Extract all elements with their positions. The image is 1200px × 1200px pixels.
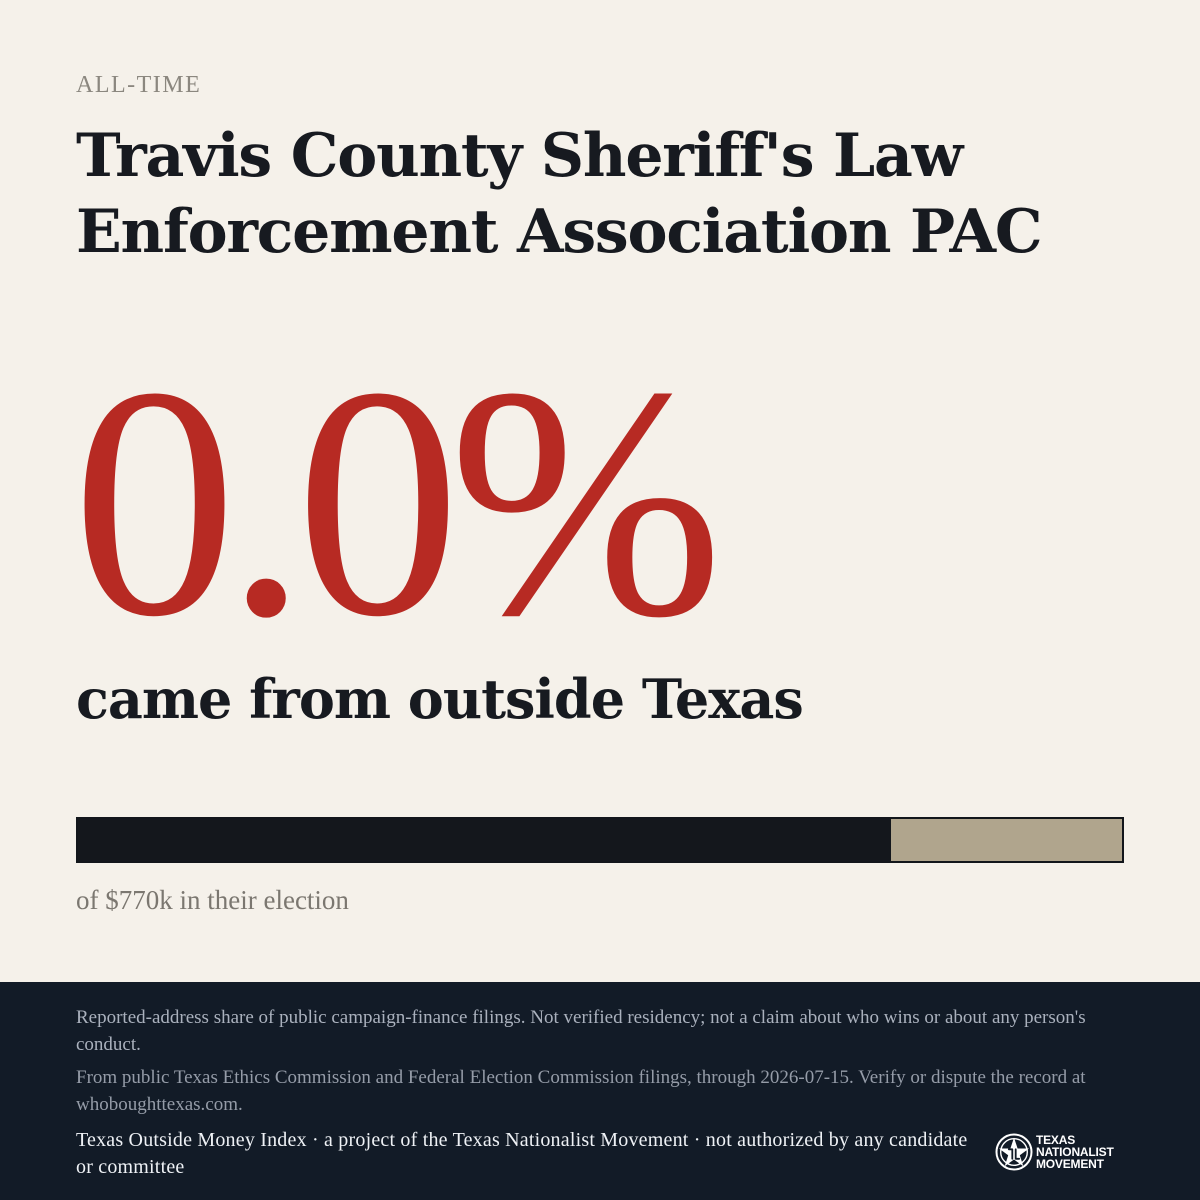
money-share-bar-fill: [78, 819, 891, 861]
methodology-footer: [0, 982, 1200, 1200]
committee-title: Travis County Sheriff's Law Enforcement Association PAC: [76, 121, 1042, 267]
logo-line-nationalist: NATIONALIST: [1036, 1145, 1114, 1159]
outside-texas-percentage: 0.0%: [72, 320, 712, 685]
election-total-caption: of $770k in their election: [76, 885, 349, 915]
texas-nationalist-movement-logo: [994, 1131, 1124, 1173]
money-share-bar: [76, 817, 1124, 863]
time-period-label: ALL-TIME: [76, 72, 202, 98]
texas-star-seal-icon: [994, 1132, 1034, 1172]
project-credit: Texas Outside Money Index · a project of the Texas Nationalist Movement · not authorized by any candidate or committee: [76, 1129, 968, 1178]
methodology-note: Reported-address share of public campaign-finance filings. Not verified residency; not a claim about who wins or about any person's conduct.: [76, 1007, 1086, 1055]
stat-description: came from outside Texas: [76, 667, 803, 731]
logo-line-movement: MOVEMENT: [1036, 1157, 1104, 1171]
logo-line-texas: TEXAS: [1036, 1133, 1076, 1147]
logo-wordmark: [1036, 1134, 1114, 1170]
source-note: From public Texas Ethics Commission and Federal Election Commission filings, through 2026-07-15. Verify or dispute the record at whoboughttexas.com.: [76, 1067, 1086, 1115]
